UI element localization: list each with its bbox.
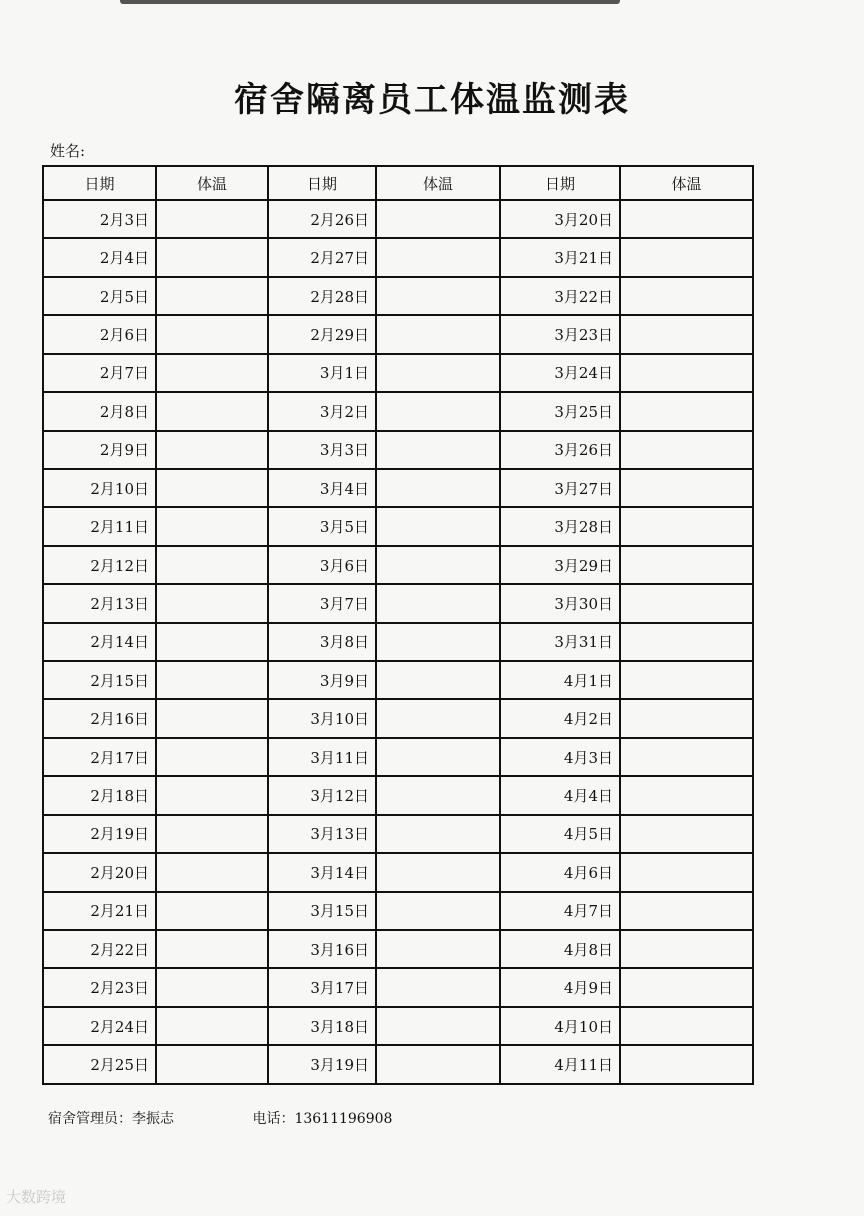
temperature-cell[interactable] [620, 776, 753, 814]
date-cell: 3月15日 [268, 892, 376, 930]
date-cell: 3月7日 [268, 584, 376, 622]
temperature-cell[interactable] [376, 1045, 500, 1084]
date-cell: 2月8日 [43, 392, 156, 430]
date-cell: 4月1日 [500, 661, 620, 699]
date-cell: 3月8日 [268, 623, 376, 661]
date-cell: 4月3日 [500, 738, 620, 776]
temperature-cell[interactable] [620, 1045, 753, 1084]
date-cell: 2月29日 [268, 315, 376, 353]
temperature-cell[interactable] [376, 469, 500, 507]
temperature-cell[interactable] [156, 546, 268, 584]
temperature-cell[interactable] [620, 392, 753, 430]
table-row [43, 315, 753, 353]
date-cell: 3月24日 [500, 354, 620, 392]
table-row [43, 354, 753, 392]
temperature-cell[interactable] [156, 200, 268, 238]
table-row [43, 892, 753, 930]
temperature-cell[interactable] [376, 968, 500, 1006]
date-cell: 3月21日 [500, 238, 620, 276]
temperature-cell[interactable] [156, 853, 268, 891]
temperature-cell[interactable] [620, 853, 753, 891]
table-row [43, 815, 753, 853]
table-row [43, 1007, 753, 1045]
date-cell: 4月9日 [500, 968, 620, 1006]
table-row [43, 930, 753, 968]
date-cell: 2月26日 [268, 200, 376, 238]
date-cell: 3月31日 [500, 623, 620, 661]
table-row [43, 699, 753, 737]
table-row [43, 546, 753, 584]
temperature-cell[interactable] [620, 738, 753, 776]
table-row [43, 431, 753, 469]
date-cell: 2月9日 [43, 431, 156, 469]
name-label: 姓名: [50, 142, 86, 160]
temperature-cell[interactable] [376, 661, 500, 699]
temperature-cell[interactable] [620, 968, 753, 1006]
date-cell: 3月1日 [268, 354, 376, 392]
date-cell: 2月3日 [43, 200, 156, 238]
temperature-cell[interactable] [376, 892, 500, 930]
date-cell: 3月22日 [500, 277, 620, 315]
temperature-cell[interactable] [620, 431, 753, 469]
temperature-cell[interactable] [620, 200, 753, 238]
date-cell: 2月28日 [268, 277, 376, 315]
date-cell: 2月5日 [43, 277, 156, 315]
temperature-cell[interactable] [156, 1007, 268, 1045]
temperature-cell[interactable] [620, 315, 753, 353]
temperature-cell[interactable] [156, 699, 268, 737]
date-cell: 4月7日 [500, 892, 620, 930]
date-cell: 2月15日 [43, 661, 156, 699]
temperature-cell[interactable] [156, 238, 268, 276]
temperature-cell[interactable] [620, 277, 753, 315]
table-row [43, 507, 753, 545]
temperature-cell[interactable] [376, 584, 500, 622]
temperature-cell[interactable] [156, 738, 268, 776]
temperature-cell[interactable] [156, 1045, 268, 1084]
date-cell: 3月4日 [268, 469, 376, 507]
date-cell: 3月26日 [500, 431, 620, 469]
header-temperature: 体温 [376, 166, 500, 200]
date-cell: 2月12日 [43, 546, 156, 584]
temperature-cell[interactable] [620, 1007, 753, 1045]
temperature-cell[interactable] [156, 892, 268, 930]
table-row [43, 776, 753, 814]
temperature-cell[interactable] [376, 546, 500, 584]
temperature-cell[interactable] [620, 546, 753, 584]
date-cell: 2月6日 [43, 315, 156, 353]
date-cell: 2月23日 [43, 968, 156, 1006]
date-cell: 2月14日 [43, 623, 156, 661]
date-cell: 4月6日 [500, 853, 620, 891]
temperature-cell[interactable] [156, 661, 268, 699]
table-row [43, 738, 753, 776]
table-row [43, 392, 753, 430]
temperature-cell[interactable] [156, 431, 268, 469]
date-cell: 3月3日 [268, 431, 376, 469]
temperature-cell[interactable] [620, 930, 753, 968]
table-row [43, 1045, 753, 1084]
date-cell: 2月27日 [268, 238, 376, 276]
temperature-cell[interactable] [376, 1007, 500, 1045]
table-row [43, 968, 753, 1006]
temperature-cell[interactable] [376, 738, 500, 776]
temperature-cell[interactable] [156, 315, 268, 353]
temperature-cell[interactable] [376, 507, 500, 545]
phone-label: 电话：13611196908 [252, 1111, 393, 1127]
watermark-logo: 大数跨境 [6, 1188, 67, 1206]
page-title: 宿舍隔离员工体温监测表 [234, 80, 630, 120]
date-cell: 2月21日 [43, 892, 156, 930]
temperature-cell[interactable] [156, 392, 268, 430]
date-cell: 2月20日 [43, 853, 156, 891]
date-cell: 3月27日 [500, 469, 620, 507]
temperature-cell[interactable] [156, 277, 268, 315]
date-cell: 4月5日 [500, 815, 620, 853]
temperature-cell[interactable] [156, 507, 268, 545]
temperature-table [42, 165, 754, 1085]
date-cell: 4月8日 [500, 930, 620, 968]
temperature-cell[interactable] [620, 238, 753, 276]
temperature-cell[interactable] [156, 815, 268, 853]
date-cell: 2月13日 [43, 584, 156, 622]
date-cell: 3月30日 [500, 584, 620, 622]
temperature-cell[interactable] [156, 623, 268, 661]
table-row [43, 623, 753, 661]
date-cell: 2月17日 [43, 738, 156, 776]
header-date: 日期 [500, 166, 620, 200]
date-cell: 3月10日 [268, 699, 376, 737]
table-row [43, 853, 753, 891]
date-cell: 2月25日 [43, 1045, 156, 1084]
date-cell: 4月2日 [500, 699, 620, 737]
date-cell: 3月16日 [268, 930, 376, 968]
temperature-cell[interactable] [620, 815, 753, 853]
temperature-cell[interactable] [376, 431, 500, 469]
temperature-cell[interactable] [376, 200, 500, 238]
temperature-cell[interactable] [376, 238, 500, 276]
date-cell: 3月12日 [268, 776, 376, 814]
temperature-cell[interactable] [620, 469, 753, 507]
temperature-cell[interactable] [620, 623, 753, 661]
date-cell: 3月13日 [268, 815, 376, 853]
table-row [43, 584, 753, 622]
date-cell: 3月9日 [268, 661, 376, 699]
temperature-cell[interactable] [376, 392, 500, 430]
date-cell: 2月7日 [43, 354, 156, 392]
date-cell: 3月17日 [268, 968, 376, 1006]
footer [48, 1108, 392, 1128]
date-cell: 2月10日 [43, 469, 156, 507]
temperature-cell[interactable] [156, 469, 268, 507]
table-row [43, 238, 753, 276]
date-cell: 2月22日 [43, 930, 156, 968]
manager-label: 宿舍管理员：李振志 [48, 1111, 174, 1127]
date-cell: 2月16日 [43, 699, 156, 737]
table-row [43, 277, 753, 315]
temperature-cell[interactable] [620, 892, 753, 930]
date-cell: 3月5日 [268, 507, 376, 545]
table-row [43, 200, 753, 238]
temperature-cell[interactable] [376, 315, 500, 353]
header-date: 日期 [43, 166, 156, 200]
temperature-cell[interactable] [376, 776, 500, 814]
table-row [43, 469, 753, 507]
temperature-cell[interactable] [376, 815, 500, 853]
temperature-cell[interactable] [156, 968, 268, 1006]
date-cell: 3月20日 [500, 200, 620, 238]
temperature-cell[interactable] [620, 354, 753, 392]
temperature-cell[interactable] [156, 354, 268, 392]
table-header-row [43, 166, 753, 200]
date-cell: 2月4日 [43, 238, 156, 276]
temperature-cell[interactable] [376, 930, 500, 968]
temperature-cell[interactable] [620, 507, 753, 545]
date-cell: 2月11日 [43, 507, 156, 545]
date-cell: 3月11日 [268, 738, 376, 776]
temperature-cell[interactable] [376, 623, 500, 661]
header-temperature: 体温 [156, 166, 268, 200]
temperature-cell[interactable] [620, 584, 753, 622]
temperature-cell[interactable] [376, 354, 500, 392]
date-cell: 2月19日 [43, 815, 156, 853]
header-temperature: 体温 [620, 166, 753, 200]
temperature-cell[interactable] [376, 277, 500, 315]
table-row [43, 661, 753, 699]
date-cell: 3月18日 [268, 1007, 376, 1045]
temperature-cell[interactable] [156, 776, 268, 814]
date-cell: 3月19日 [268, 1045, 376, 1084]
date-cell: 2月24日 [43, 1007, 156, 1045]
date-cell: 2月18日 [43, 776, 156, 814]
date-cell: 3月28日 [500, 507, 620, 545]
date-cell: 3月2日 [268, 392, 376, 430]
header-date: 日期 [268, 166, 376, 200]
date-cell: 3月6日 [268, 546, 376, 584]
date-cell: 3月29日 [500, 546, 620, 584]
date-cell: 3月23日 [500, 315, 620, 353]
temperature-cell[interactable] [156, 584, 268, 622]
date-cell: 3月25日 [500, 392, 620, 430]
temperature-cell[interactable] [156, 930, 268, 968]
paper-top-edge [120, 0, 620, 4]
temperature-cell[interactable] [376, 853, 500, 891]
temperature-cell[interactable] [376, 699, 500, 737]
date-cell: 4月4日 [500, 776, 620, 814]
date-cell: 4月11日 [500, 1045, 620, 1084]
temperature-cell[interactable] [620, 661, 753, 699]
date-cell: 4月10日 [500, 1007, 620, 1045]
date-cell: 3月14日 [268, 853, 376, 891]
temperature-cell[interactable] [620, 699, 753, 737]
